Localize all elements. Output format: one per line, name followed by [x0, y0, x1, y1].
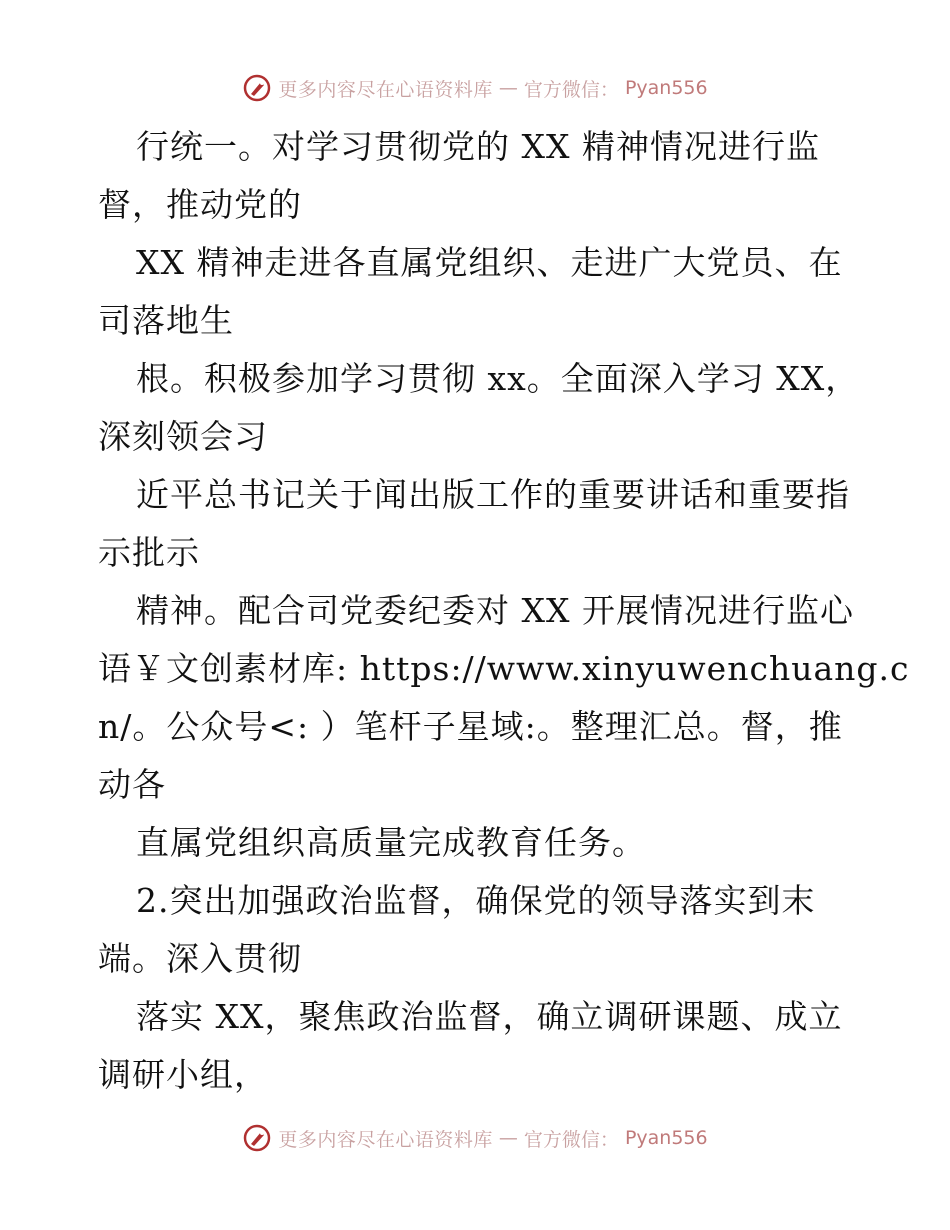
watermark-dash: — — [498, 77, 518, 99]
text-line: 司落地生 — [98, 301, 234, 340]
text-line: 督，推动党的 — [98, 185, 302, 224]
text-line: 精神。配合司党委纪委对 XX 开展情况进行监心 — [136, 591, 854, 630]
text-line: XX 精神走进各直属党组织、走进广大党员、在 — [136, 243, 843, 282]
document-body — [98, 118, 910, 1104]
text-line: 示批示 — [98, 533, 200, 572]
watermark-label: 官方微信： — [523, 1128, 619, 1151]
text-line: 语￥文创素材库: https://www.xinyuwenchuang.c — [98, 649, 910, 688]
watermark-wechat-id: Pyan556 — [624, 77, 708, 99]
text-line: 落实 XX，聚焦政治监督，确立调研课题、成立 — [136, 997, 843, 1036]
text-line: 调研小组， — [98, 1055, 268, 1094]
text-line: 深刻领会习 — [98, 417, 268, 456]
header-watermark — [0, 73, 950, 103]
text-line: 根。积极参加学习贯彻 xx。全面深入学习 XX， — [136, 359, 860, 398]
text-line: 近平总书记关于闻出版工作的重要讲话和重要指 — [136, 475, 850, 514]
pen-nib-logo-icon — [242, 1123, 272, 1153]
watermark-wechat-id: Pyan556 — [624, 1127, 708, 1149]
watermark-dash: — — [498, 1127, 518, 1149]
text-line: 2.突出加强政治监督，确保党的领导落实到末 — [136, 881, 816, 920]
watermark-label: 官方微信： — [523, 78, 619, 101]
text-line: 动各 — [98, 765, 166, 804]
pen-nib-logo-icon — [242, 73, 272, 103]
text-line: 直属党组织高质量完成教育任务。 — [136, 823, 646, 862]
footer-watermark — [0, 1123, 950, 1153]
watermark-text: 更多内容尽在心语资料库 — [278, 1128, 493, 1151]
text-line: n/。公众号<: ）笔杆子星域:。整理汇总。督，推 — [98, 707, 843, 746]
text-line: 行统一。对学习贯彻党的 XX 精神情况进行监 — [136, 127, 820, 166]
watermark-text: 更多内容尽在心语资料库 — [278, 78, 493, 101]
text-line: 端。深入贯彻 — [98, 939, 302, 978]
